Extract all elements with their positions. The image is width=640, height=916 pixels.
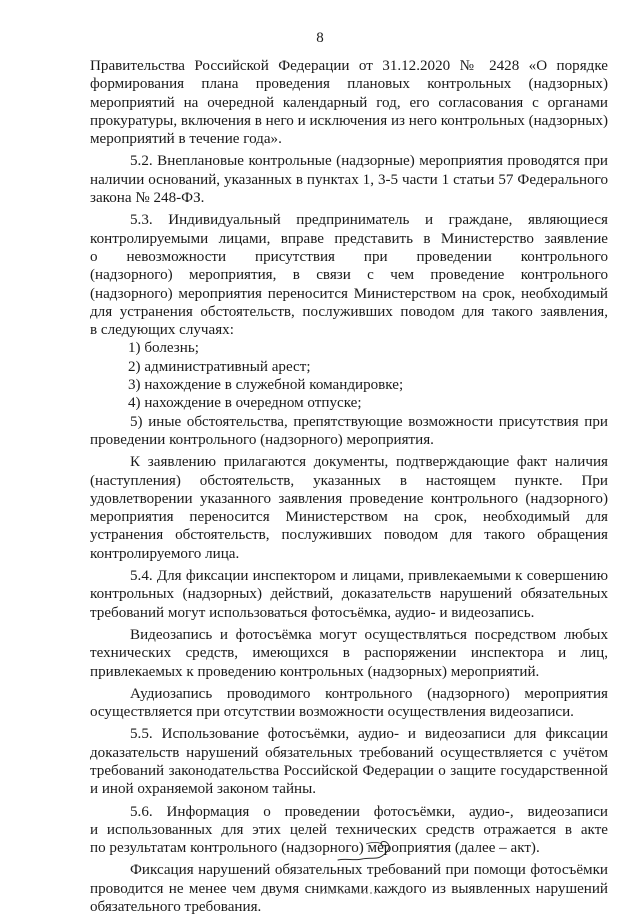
- text-line: контрольных (надзорных) действий, доказательств нарушений обязательных: [90, 586, 608, 603]
- text-line: 5.2. Внеплановые контрольные (надзорные) мероприятия проводятся при: [130, 153, 608, 170]
- text-line: Аудиозапись проводимого контрольного (надзорного) мероприятия: [130, 685, 608, 702]
- text-line: (надзорного) мероприятия, в связи с чем проведение контрольного: [90, 267, 608, 284]
- text-line: 5.4. Для фиксации инспектором и лицами, привлекаемыми к совершению: [130, 568, 608, 585]
- text-line: К заявлению прилагаются документы, подтверждающие факт наличия: [130, 454, 608, 471]
- text-line: удовлетворении указанного заявления проведение контрольного (надзорного): [90, 490, 608, 507]
- paragraph: [90, 453, 608, 563]
- paragraph: [90, 685, 608, 722]
- text-line: 5) иные обстоятельства, препятствующие возможности присутствия при: [130, 413, 608, 430]
- scan-artifact-mark: [320, 890, 380, 896]
- text-line: технических средств, имеющихся в распоряжении инспектора и лиц,: [90, 645, 608, 662]
- list-item: 2) административный арест;: [128, 358, 311, 375]
- document-body: [90, 57, 608, 916]
- paragraph: [90, 567, 608, 622]
- text-line: (наступления) обстоятельств, указанных в настоящем пункте. При: [90, 472, 608, 489]
- text-line: 5.3. Индивидуальный предприниматель и граждане, являющиеся: [130, 212, 608, 229]
- text-line: требований законодательства Российской Федерации о защите государственной: [90, 762, 608, 779]
- paragraph: [90, 413, 608, 450]
- text-line: Фиксация нарушений обязательных требований при помощи фотосъёмки: [130, 862, 608, 879]
- list-item: 1) болезнь;: [128, 340, 199, 357]
- page-number: 8: [316, 30, 324, 46]
- paragraph: [90, 152, 608, 207]
- text-line: устранения обстоятельств, послуживших поводом для такого обращения: [90, 527, 608, 544]
- paragraph: [90, 57, 608, 148]
- text-line: осуществляется при отсутствии возможности осуществления видеозаписи.: [90, 704, 574, 721]
- text-line: мероприятий в течение года».: [90, 131, 282, 148]
- text-line: Правительства Российской Федерации от 31.12.2020 № 2428 «О порядке: [90, 58, 608, 74]
- text-line: и иной охраняемой законом тайны.: [90, 781, 317, 798]
- paragraph: [90, 211, 608, 339]
- text-line: привлекаемых к проведению контрольных (надзорных) мероприятий.: [90, 663, 540, 680]
- text-line: Видеозапись и фотосъёмка могут осуществляться посредством любых: [130, 626, 608, 643]
- text-line: закона № 248-ФЗ.: [90, 190, 205, 207]
- text-line: проведении контрольного (надзорного) мероприятия.: [90, 431, 434, 448]
- list-item: 3) нахождение в служебной командировке;: [128, 377, 404, 394]
- text-line: контролируемыми лицами, вправе представить в Министерство заявление: [90, 230, 608, 247]
- text-line: мероприятия переносится Министерством на срок, необходимый для: [90, 509, 608, 526]
- text-line: по результатам контрольного (надзорного) мероприятия (далее – акт).: [90, 840, 540, 857]
- text-line: 5.5. Использование фотосъёмки, аудио- и видеозаписи для фиксации: [130, 726, 608, 743]
- text-line: проводится не менее чем двумя снимками каждого из выявленных нарушений: [90, 880, 608, 897]
- text-line: 5.6. Информация о проведении фотосъёмки, аудио-, видеозаписи: [130, 803, 608, 820]
- text-line: наличии оснований, указанных в пунктах 1, 3-5 части 1 статьи 57 Федерального: [90, 171, 608, 188]
- text-line: контролируемого лица.: [90, 545, 240, 562]
- paragraph: [90, 861, 608, 916]
- text-line: о невозможности присутствия при проведении контрольного: [90, 248, 608, 265]
- text-line: для устранения обстоятельств, послуживших поводом для такого заявления,: [90, 303, 608, 320]
- text-line: мероприятий на очередной календарный год, его согласования с органами: [90, 94, 608, 111]
- text-line: формирования плана проведения плановых контрольных (надзорных): [90, 76, 608, 93]
- text-line: обязательного требования.: [90, 899, 262, 916]
- paragraph: [90, 626, 608, 681]
- text-line: (надзорного) мероприятия переносится Министерством на срок, необходимый: [90, 285, 608, 302]
- handwritten-signature: [336, 838, 396, 866]
- paragraph: [90, 725, 608, 798]
- list-item: 4) нахождение в очередном отпуске;: [128, 395, 362, 412]
- text-line: в следующих случаях:: [90, 322, 234, 339]
- text-line: прокуратуры, включения в него и исключения из него контрольных (надзорных): [90, 112, 608, 129]
- text-line: доказательств нарушений обязательных требований осуществляется с учётом: [90, 744, 608, 761]
- text-line: и использованных для этих целей технических средств отражается в акте: [90, 821, 608, 838]
- text-line: требований могут использоваться фотосъёмка, аудио- и видеозапись.: [90, 604, 535, 621]
